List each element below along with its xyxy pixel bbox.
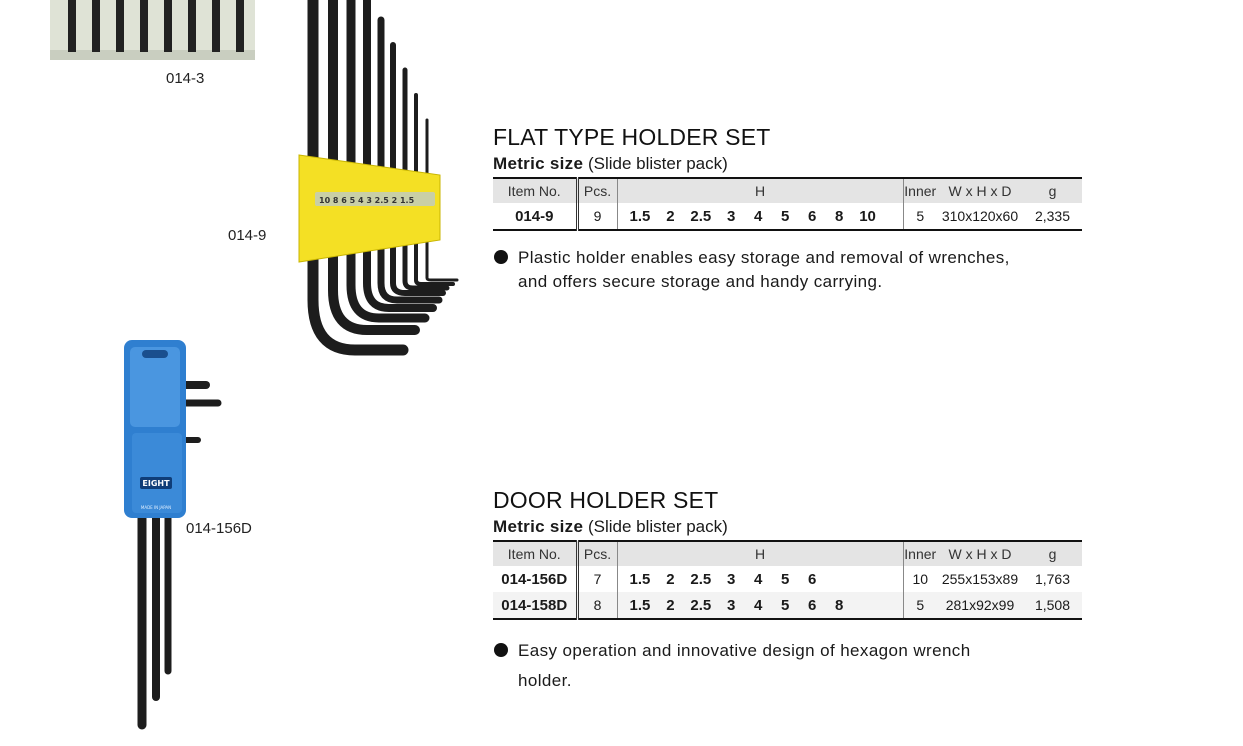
inner: 10 bbox=[912, 571, 929, 587]
inner: 5 bbox=[916, 208, 925, 224]
col-inner: Inner bbox=[903, 541, 937, 566]
weight: 1,508 bbox=[1023, 592, 1082, 619]
col-dims: W x H x D bbox=[937, 541, 1023, 566]
inner: 5 bbox=[903, 592, 937, 619]
pcs: 8 bbox=[577, 592, 617, 619]
ruler-text: 10 8 6 5 4 3 2.5 2 1.5 bbox=[319, 196, 415, 205]
item-no: 014-156D bbox=[493, 566, 577, 592]
col-g: g bbox=[1023, 541, 1082, 566]
col-item-no: Item No. bbox=[493, 541, 577, 566]
feature-bullet-flat bbox=[494, 246, 1094, 294]
col-pcs: Pcs. bbox=[577, 178, 617, 203]
product-image-014-3 bbox=[50, 0, 255, 62]
col-h: H bbox=[617, 178, 903, 203]
subtitle-bold: Metric size bbox=[493, 517, 584, 536]
bullet-line-2: and offers secure storage and handy carrying. bbox=[518, 272, 883, 291]
sizes: 1.5 2 2.5 3 4 5 6 8 bbox=[617, 592, 903, 619]
bullet-line-1: Easy operation and innovative design of hexagon wrench bbox=[518, 641, 971, 660]
col-h: H bbox=[617, 541, 903, 566]
table-row bbox=[493, 203, 1082, 230]
table-row bbox=[493, 566, 1082, 592]
dims: 255x153x89 bbox=[941, 571, 1019, 587]
item-no: 014-158D bbox=[493, 592, 577, 619]
col-inner: Inner bbox=[903, 178, 937, 203]
caption-014-3: 014-3 bbox=[166, 70, 205, 87]
brand-label: EIGHT bbox=[142, 479, 170, 488]
product-image-014-9 bbox=[295, 0, 465, 360]
pcs: 9 bbox=[577, 203, 617, 230]
caption-014-9: 014-9 bbox=[228, 227, 267, 244]
col-item-no: Item No. bbox=[493, 178, 577, 203]
weight: 1,763 bbox=[1034, 571, 1071, 587]
section-title-door: DOOR HOLDER SET bbox=[493, 487, 719, 513]
spec-table-flat bbox=[493, 177, 1082, 231]
made-in-label: MADE IN JAPAN bbox=[140, 505, 172, 510]
caption-014-156D: 014-156D bbox=[186, 520, 252, 537]
bullet-line-1: Plastic holder enables easy storage and removal of wrenches, bbox=[518, 248, 1010, 267]
weight: 2,335 bbox=[1034, 208, 1071, 224]
dims: 310x120x60 bbox=[941, 208, 1019, 224]
item-no: 014-9 bbox=[493, 203, 577, 230]
bullet-icon bbox=[494, 250, 508, 264]
sizes: 1.5 2 2.5 3 4 5 6 bbox=[617, 566, 903, 592]
col-pcs: Pcs. bbox=[577, 541, 617, 566]
subtitle-bold: Metric size bbox=[493, 154, 584, 173]
subtitle-rest: (Slide blister pack) bbox=[587, 517, 728, 536]
feature-bullet-door bbox=[494, 636, 1084, 696]
table-row bbox=[493, 592, 1082, 619]
bullet-icon bbox=[494, 643, 508, 657]
bullet-line-2: holder. bbox=[518, 671, 572, 690]
subtitle-flat bbox=[493, 154, 728, 174]
dims: 281x92x99 bbox=[937, 592, 1023, 619]
col-dims: W x H x D bbox=[937, 178, 1023, 203]
spec-table-door bbox=[493, 540, 1082, 620]
subtitle-door bbox=[493, 517, 728, 537]
sizes: 1.5 2 2.5 3 4 5 6 8 10 bbox=[617, 203, 903, 230]
col-g: g bbox=[1023, 178, 1082, 203]
subtitle-rest: (Slide blister pack) bbox=[587, 154, 728, 173]
pcs: 7 bbox=[577, 566, 617, 592]
section-title-flat: FLAT TYPE HOLDER SET bbox=[493, 124, 771, 150]
